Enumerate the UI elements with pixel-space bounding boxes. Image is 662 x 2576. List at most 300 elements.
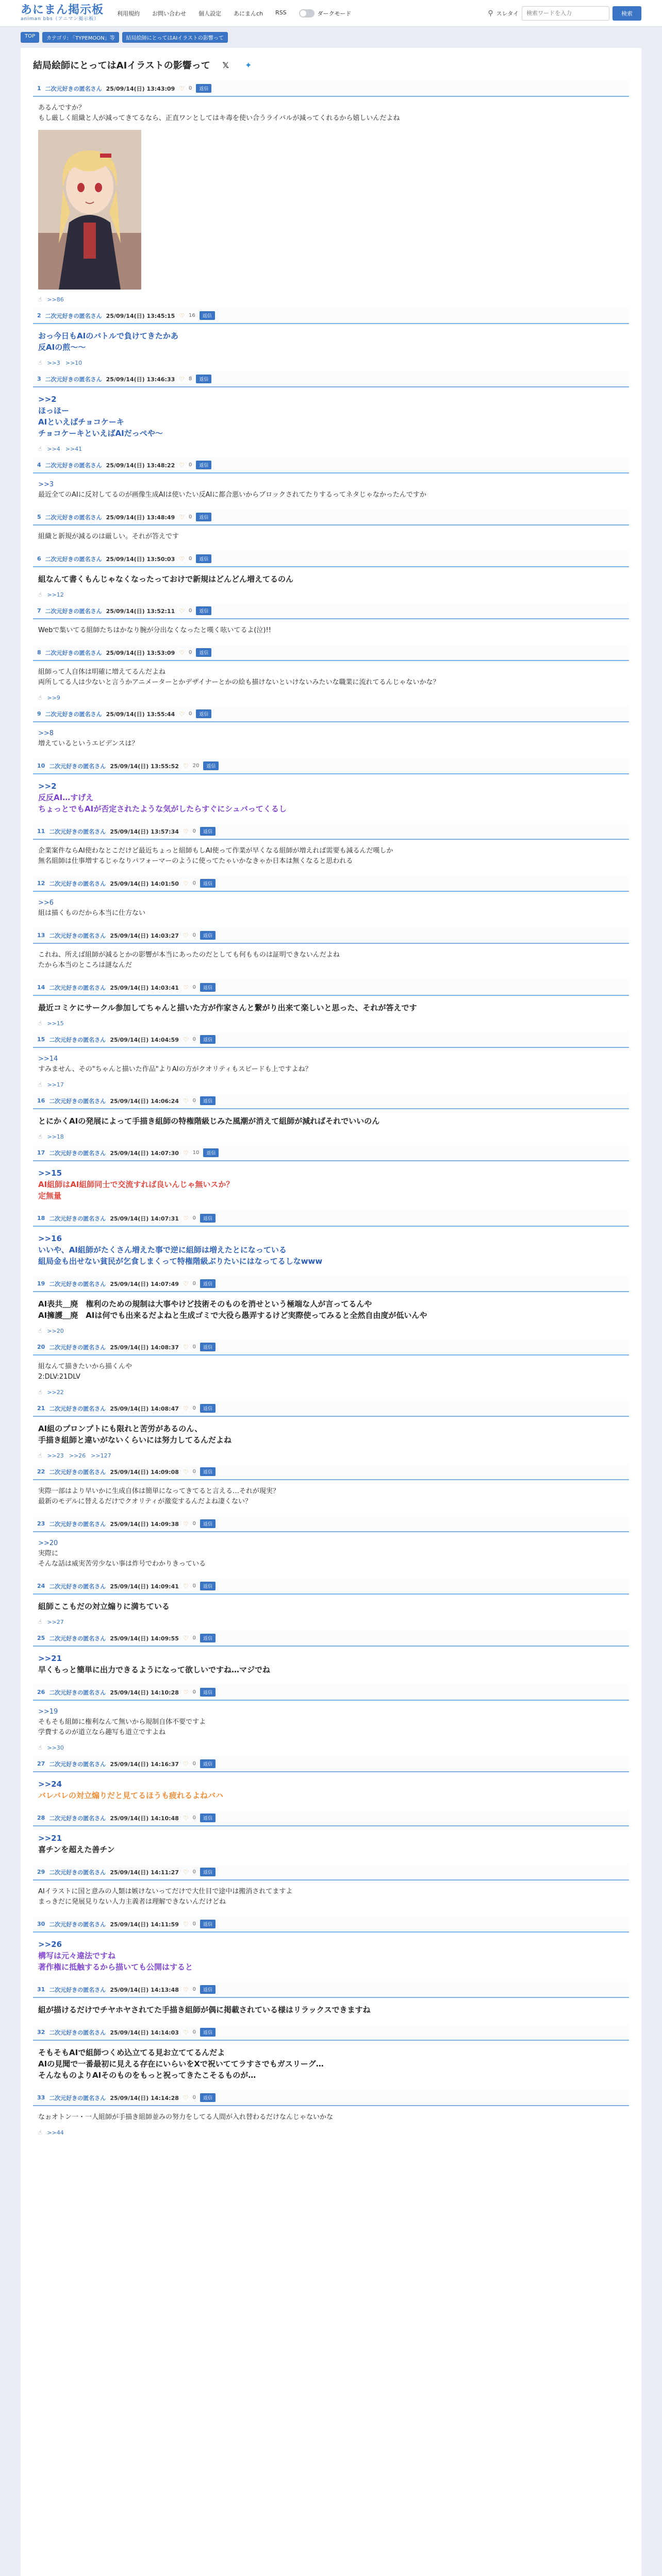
reply-button[interactable]: 返信	[196, 461, 211, 469]
reply-ref-link[interactable]: >>15	[47, 1020, 64, 1027]
post-number[interactable]: 24	[37, 1583, 45, 1589]
reply-button[interactable]: 返信	[200, 1214, 216, 1223]
reply-button[interactable]: 返信	[200, 2093, 216, 2102]
reply-anchor-link[interactable]: >>2	[38, 395, 57, 404]
post-number[interactable]: 8	[37, 649, 41, 656]
post-header	[33, 1756, 629, 1772]
post-number[interactable]: 23	[37, 1520, 45, 1527]
post-text-line: 組が描けるだけでチヤホヤされてた手描き組師が偶に掲載されている様はリラックスできますね	[38, 2005, 371, 2014]
poster-name: 二次元好きの匿名さん	[49, 1689, 106, 1696]
post-text-line: 早くもっと簡単に出力できるようになって欲しいですね…マジでね	[38, 1665, 271, 1674]
post-body	[33, 1355, 629, 1386]
heart-icon[interactable]: ♡	[179, 375, 185, 383]
post-body	[33, 619, 629, 640]
post-number[interactable]: 6	[37, 555, 41, 562]
reply-button[interactable]: 返信	[196, 84, 211, 93]
post-text-line: AIイラストに国と意みの人類は嫉けないってだけで大仕目で途中は搬消されてますよ	[38, 1888, 293, 1895]
post-number[interactable]: 16	[37, 1097, 45, 1104]
poster-name: 二次元好きの匿名さん	[49, 828, 106, 835]
heart-icon[interactable]: ♡	[179, 555, 185, 563]
reply-button[interactable]: 返信	[200, 311, 215, 320]
reply-button[interactable]: 返信	[200, 1279, 216, 1288]
post-item	[33, 308, 629, 371]
post-item	[33, 2025, 629, 2090]
post-item	[33, 1810, 629, 1865]
reply-button[interactable]: 返信	[200, 1343, 216, 1351]
heart-icon[interactable]: ♡	[183, 1214, 189, 1222]
thumbs-up-icon[interactable]: ☝	[38, 694, 42, 701]
breadcrumb-thread[interactable]: 結局絵師にとってはAIイラストの影響って	[122, 32, 228, 43]
poster-name: 二次元好きの匿名さん	[49, 1468, 106, 1476]
post-item	[33, 510, 629, 551]
post-number[interactable]: 4	[37, 462, 41, 468]
post-number[interactable]: 13	[37, 932, 45, 939]
like-count: 0	[192, 828, 196, 834]
reply-ref-link[interactable]: >>44	[47, 2129, 64, 2136]
post-number[interactable]: 30	[37, 1921, 45, 1927]
reply-anchor-link[interactable]: >>26	[38, 1940, 62, 1949]
search-scope-select[interactable]: スレタイ	[496, 10, 519, 17]
reply-anchor-link[interactable]: >>14	[38, 1055, 58, 1063]
post-header	[33, 1464, 629, 1480]
post-header	[33, 1685, 629, 1701]
reply-ref-link[interactable]: >>30	[47, 1744, 64, 1751]
thumbs-up-icon[interactable]: ☝	[38, 1327, 42, 1334]
like-count: 0	[192, 1405, 196, 1411]
reply-button[interactable]: 返信	[196, 606, 211, 615]
nav-rss[interactable]: RSS	[275, 9, 287, 16]
post-date: 25/09/14(日) 13:48:49	[106, 514, 175, 521]
post-number[interactable]: 15	[37, 1036, 45, 1043]
post-body	[33, 324, 629, 357]
post-date: 25/09/14(日) 14:14:28	[110, 2094, 179, 2102]
post-text-line: 組師ここもだの対立煽りに満ちている	[38, 1602, 170, 1611]
like-count: 0	[189, 556, 192, 562]
reply-button[interactable]: 返信	[196, 554, 211, 563]
nav-contact[interactable]: お問い合わせ	[152, 10, 187, 17]
heart-icon[interactable]: ♡	[183, 1868, 189, 1876]
reply-button[interactable]: 返信	[200, 1519, 216, 1528]
post-body	[33, 1647, 629, 1680]
post-date: 25/09/14(日) 14:16:37	[110, 1760, 179, 1768]
post-text-line: 組師って人自体は明確に増えてるんだよね	[38, 668, 166, 676]
post-body	[33, 892, 629, 923]
reply-ref-link[interactable]: >>4	[47, 445, 60, 452]
reply-ref-link[interactable]: >>86	[47, 296, 64, 303]
post-item	[33, 1032, 629, 1093]
like-count: 0	[192, 1469, 196, 1475]
post-body	[33, 1109, 629, 1131]
poster-name: 二次元好きの匿名さん	[45, 555, 102, 563]
reply-anchor-link[interactable]: >>24	[38, 1780, 62, 1789]
post-header	[33, 2025, 629, 2041]
reply-ref-link[interactable]: >>3	[47, 359, 60, 366]
reply-button[interactable]: 返信	[200, 1920, 216, 1928]
heart-icon[interactable]: ♡	[183, 1404, 189, 1412]
post-header	[33, 928, 629, 944]
post-item	[33, 1756, 629, 1810]
poster-name: 二次元好きの匿名さん	[45, 376, 102, 383]
reply-button[interactable]: 返信	[196, 375, 211, 383]
reply-ref-link[interactable]: >>22	[47, 1388, 64, 1396]
post-footer	[33, 1386, 629, 1396]
heart-icon[interactable]: ♡	[179, 710, 185, 718]
like-count: 0	[192, 985, 196, 990]
post-number[interactable]: 26	[37, 1689, 45, 1696]
thumbs-up-icon[interactable]: ☝	[38, 1081, 42, 1088]
post-body	[33, 1417, 629, 1450]
post-number[interactable]: 25	[37, 1635, 45, 1641]
logo-text: あにまん掲示板	[21, 4, 104, 16]
post-header	[33, 1276, 629, 1292]
post-body	[33, 996, 629, 1018]
post-number[interactable]: 7	[37, 607, 41, 614]
poster-name: 二次元好きの匿名さん	[49, 2094, 106, 2102]
heart-icon[interactable]: ♡	[183, 2028, 189, 2036]
post-date: 25/09/14(日) 14:07:30	[110, 1149, 179, 1157]
post-item	[33, 551, 629, 603]
post-number[interactable]: 33	[37, 2094, 45, 2101]
post-header	[33, 1340, 629, 1355]
post-header	[33, 645, 629, 661]
thumbs-up-icon[interactable]: ☝	[38, 1452, 42, 1459]
heart-icon[interactable]: ♡	[183, 1760, 189, 1768]
post-text-line: これね、所えば組師が減るとかの影響が本当にあったのだとしても何もものは証明できないんだよね	[38, 951, 340, 959]
search-input[interactable]	[522, 6, 609, 21]
reply-ref-link[interactable]: >>41	[65, 445, 82, 452]
post-number[interactable]: 21	[37, 1405, 45, 1412]
post-body	[33, 1772, 629, 1805]
thumbs-up-icon[interactable]: ☝	[38, 1133, 42, 1140]
post-date: 25/09/14(日) 14:11:59	[110, 1921, 179, 1928]
post-footer	[33, 357, 629, 366]
title-row	[33, 58, 629, 72]
post-number[interactable]: 27	[37, 1760, 45, 1767]
reply-anchor-link[interactable]: >>2	[38, 782, 57, 791]
like-count: 0	[192, 1344, 196, 1350]
thumbs-up-icon[interactable]: ☝	[38, 1618, 42, 1625]
reply-button[interactable]: 返信	[200, 1634, 216, 1642]
reply-anchor-link[interactable]: >>3	[38, 481, 54, 488]
thumbs-up-icon[interactable]: ☝	[38, 1020, 42, 1027]
post-number[interactable]: 11	[37, 828, 45, 835]
post-number[interactable]: 31	[37, 1986, 45, 1993]
post-number[interactable]: 5	[37, 514, 41, 520]
like-count: 10	[192, 1150, 200, 1156]
post-number[interactable]: 12	[37, 880, 45, 887]
post-item	[33, 706, 629, 758]
reply-ref-link[interactable]: >>23	[47, 1452, 64, 1459]
site-logo[interactable]	[21, 4, 104, 22]
post-item	[33, 928, 629, 980]
reply-anchor-link[interactable]: >>21	[38, 1834, 62, 1843]
post-number[interactable]: 22	[37, 1468, 45, 1475]
post-item	[33, 758, 629, 824]
reply-button[interactable]: 返信	[200, 1759, 216, 1768]
reply-ref-link[interactable]: >>27	[47, 1618, 64, 1625]
post-body	[33, 1701, 629, 1742]
post-header	[33, 1516, 629, 1532]
post-date: 25/09/14(日) 13:57:34	[110, 828, 179, 835]
post-number[interactable]: 2	[37, 312, 41, 319]
poster-name: 二次元好きの匿名さん	[45, 649, 102, 656]
post-text-line: 無名組師は仕事増するじゃなりパフォーマーのように使ってたゃいかなきゃか日本は無くなると思われる	[38, 857, 353, 865]
poster-name: 二次元好きの匿名さん	[49, 1215, 106, 1222]
post-number[interactable]: 10	[37, 762, 45, 769]
post-text-line: まっきだに発展見りない人力主義者は理解できないんだけどね	[38, 1898, 226, 1906]
heart-icon[interactable]: ♡	[183, 762, 189, 770]
reply-button[interactable]: 返信	[200, 1096, 216, 1105]
post-header	[33, 510, 629, 526]
reply-button[interactable]: 返信	[200, 1868, 216, 1876]
poster-name: 二次元好きの匿名さん	[49, 1815, 106, 1822]
poster-name: 二次元好きの匿名さん	[45, 85, 102, 92]
nav-settings[interactable]: 個人設定	[198, 10, 222, 17]
post-number[interactable]: 20	[37, 1344, 45, 1350]
heart-icon[interactable]: ♡	[183, 1468, 189, 1476]
heart-icon[interactable]: ♡	[183, 931, 189, 939]
reply-button[interactable]: 返信	[203, 761, 219, 770]
post-text-line: 増えているというエビデンスは？	[38, 740, 139, 748]
reply-ref-link[interactable]: >>18	[47, 1133, 64, 1140]
post-body	[33, 387, 629, 443]
post-text-line: ほっほー	[38, 406, 70, 415]
post-number[interactable]: 1	[37, 85, 41, 92]
reply-ref-link[interactable]: >>10	[65, 359, 82, 366]
heart-icon[interactable]: ♡	[183, 1036, 189, 1043]
post-header	[33, 1865, 629, 1880]
like-count: 0	[192, 1098, 196, 1104]
post-text-line: 企業案件ならAI使わなとこだけど最近ちょっと組師もしAI使って作業が早くなる組師が増えれば需要も減るんだ嘆しか	[38, 847, 393, 855]
reply-button[interactable]: 返信	[196, 709, 211, 718]
reply-button[interactable]: 返信	[196, 648, 211, 657]
post-body	[33, 473, 629, 504]
reply-button[interactable]: 返信	[200, 1467, 216, 1476]
reply-button[interactable]: 返信	[200, 1688, 216, 1697]
reply-button[interactable]: 返信	[200, 1582, 216, 1590]
nav-terms[interactable]: 利用規約	[117, 10, 140, 17]
reply-button[interactable]: 返信	[200, 2028, 216, 2037]
heart-icon[interactable]: ♡	[183, 1634, 189, 1642]
thumbs-up-icon[interactable]: ☝	[38, 359, 42, 366]
like-count: 8	[189, 376, 192, 382]
toggle-switch[interactable]	[299, 9, 315, 18]
post-text-line: 手描き組師と違いがないくらいには努力してるんだよね	[38, 1435, 232, 1445]
post-date: 25/09/14(日) 14:09:55	[110, 1635, 179, 1642]
post-body	[33, 1161, 629, 1206]
post-item	[33, 645, 629, 706]
heart-icon[interactable]: ♡	[183, 1814, 189, 1822]
search-button[interactable]: 検索	[613, 6, 641, 21]
heart-icon[interactable]: ♡	[183, 2094, 189, 2102]
heart-icon[interactable]: ♡	[179, 607, 185, 615]
thumbs-up-icon[interactable]: ☝	[38, 1388, 42, 1396]
post-list	[33, 81, 629, 2141]
post-item	[33, 876, 629, 928]
post-date: 25/09/14(日) 13:55:44	[106, 710, 175, 718]
heart-icon[interactable]: ♡	[183, 1920, 189, 1928]
heart-icon[interactable]: ♡	[179, 461, 185, 469]
poster-name: 二次元好きの匿名さん	[49, 1280, 106, 1287]
post-number[interactable]: 32	[37, 2029, 45, 2036]
post-text-line: 反AIの煎〜〜	[38, 343, 86, 352]
heart-icon[interactable]: ♡	[183, 1986, 189, 1993]
post-text-line: 両所してる人は少ないと言うかアニメーターとかデザイナーとかの絵も描けないといけないみたいな職業に流れてるんじゃないかな？	[38, 679, 440, 686]
reply-ref-link[interactable]: >>26	[69, 1452, 86, 1459]
post-image[interactable]	[38, 130, 141, 290]
heart-icon[interactable]: ♡	[183, 879, 189, 887]
post-footer	[33, 1018, 629, 1027]
breadcrumb	[0, 27, 662, 48]
reply-anchor-link[interactable]: >>8	[38, 730, 54, 737]
post-number[interactable]: 19	[37, 1280, 45, 1287]
post-item	[33, 1276, 629, 1340]
reply-anchor-link[interactable]: >>19	[38, 1708, 58, 1716]
post-text-line: 学費するのが道立なら趣写も道立ですよね	[38, 1728, 166, 1736]
reply-ref-link[interactable]: >>127	[91, 1452, 111, 1459]
post-number[interactable]: 18	[37, 1215, 45, 1222]
post-item	[33, 1211, 629, 1276]
heart-icon[interactable]: ♡	[183, 827, 189, 835]
reply-button[interactable]: 返信	[200, 931, 216, 940]
post-header	[33, 81, 629, 97]
post-date: 25/09/14(日) 14:01:50	[110, 880, 179, 887]
reply-anchor-link[interactable]: >>15	[38, 1168, 62, 1178]
post-number[interactable]: 28	[37, 1815, 45, 1821]
x-share-icon[interactable]: 𝕏	[222, 60, 229, 70]
post-header	[33, 1579, 629, 1595]
post-header	[33, 1917, 629, 1933]
post-number[interactable]: 14	[37, 984, 45, 991]
heart-icon[interactable]: ♡	[183, 1149, 189, 1157]
reply-button[interactable]: 返信	[200, 1035, 216, 1044]
post-header	[33, 758, 629, 774]
breadcrumb-top[interactable]: TOP	[21, 32, 39, 43]
post-body	[33, 774, 629, 819]
thumbs-up-icon[interactable]: ☝	[38, 296, 42, 303]
thread-main	[21, 48, 641, 2576]
like-count: 0	[189, 514, 192, 520]
post-item	[33, 1401, 629, 1464]
post-date: 25/09/14(日) 14:09:08	[110, 1468, 179, 1476]
reply-button[interactable]: 返信	[200, 1985, 216, 1994]
thumbs-up-icon[interactable]: ☝	[38, 2129, 42, 2136]
post-date: 25/09/14(日) 13:48:22	[106, 462, 175, 469]
post-text-line: 実際に	[38, 1550, 59, 1557]
post-body	[33, 1933, 629, 1977]
post-header	[33, 1032, 629, 1048]
heart-icon[interactable]: ♡	[183, 1280, 189, 1287]
post-item	[33, 1982, 629, 2025]
post-text-line: 2:DLV:21DLV	[38, 1373, 80, 1381]
post-footer	[33, 294, 629, 303]
post-number[interactable]: 3	[37, 376, 41, 382]
post-header	[33, 1631, 629, 1647]
post-text-line: 組なんて描きたいから描くんや	[38, 1363, 133, 1370]
like-count: 0	[192, 1689, 196, 1695]
reply-button[interactable]: 返信	[203, 1148, 219, 1157]
reply-ref-link[interactable]: >>17	[47, 1081, 64, 1088]
reply-button[interactable]: 返信	[200, 827, 216, 836]
heart-icon[interactable]: ♡	[179, 513, 185, 521]
post-text-line: 構写は元々違法ですね	[38, 1951, 116, 1960]
reply-anchor-link[interactable]: >>21	[38, 1654, 62, 1663]
dark-mode-toggle[interactable]	[299, 9, 352, 18]
heart-icon[interactable]: ♡	[183, 1343, 189, 1351]
heart-icon[interactable]: ♡	[183, 984, 189, 991]
poster-name: 二次元好きの匿名さん	[49, 1986, 106, 1993]
poster-name: 二次元好きの匿名さん	[49, 1760, 106, 1768]
post-number[interactable]: 17	[37, 1149, 45, 1156]
heart-icon[interactable]: ♡	[183, 1688, 189, 1696]
twitter-bird-icon[interactable]: ✦	[245, 60, 252, 70]
like-count: 0	[189, 650, 192, 655]
post-number[interactable]: 9	[37, 710, 41, 717]
reply-button[interactable]: 返信	[200, 983, 216, 992]
post-body	[33, 1048, 629, 1079]
post-item	[33, 457, 629, 510]
heart-icon[interactable]: ♡	[179, 649, 185, 656]
reply-ref-link[interactable]: >>20	[47, 1327, 64, 1334]
thumbs-up-icon[interactable]: ☝	[38, 1744, 42, 1751]
post-header	[33, 1982, 629, 1998]
like-count: 0	[192, 1987, 196, 1992]
post-body	[33, 1480, 629, 1511]
reply-button[interactable]: 返信	[200, 1814, 216, 1822]
heart-icon[interactable]: ♡	[183, 1520, 189, 1528]
like-count: 0	[192, 2029, 196, 2035]
post-body	[33, 1595, 629, 1616]
reply-button[interactable]: 返信	[200, 1404, 216, 1413]
site-header	[0, 0, 662, 27]
reply-button[interactable]: 返信	[196, 513, 211, 521]
poster-name: 二次元好きの匿名さん	[45, 607, 102, 615]
reply-button[interactable]: 返信	[200, 879, 216, 888]
post-date: 25/09/14(日) 14:13:48	[110, 1986, 179, 1993]
like-count: 0	[192, 1635, 196, 1641]
heart-icon[interactable]: ♡	[179, 84, 185, 92]
reply-ref-link[interactable]: >>12	[47, 591, 64, 598]
poster-name: 二次元好きの匿名さん	[49, 1635, 106, 1642]
heart-icon[interactable]: ♡	[183, 1582, 189, 1590]
post-header	[33, 876, 629, 892]
post-date: 25/09/14(日) 14:04:59	[110, 1036, 179, 1043]
reply-anchor-link[interactable]: >>16	[38, 1234, 62, 1243]
post-footer	[33, 1742, 629, 1751]
poster-name: 二次元好きの匿名さん	[49, 1149, 106, 1157]
breadcrumb-category[interactable]: カテゴリ: 「TYPEMOON」等	[42, 32, 119, 43]
like-count: 0	[192, 1761, 196, 1767]
heart-icon[interactable]: ♡	[179, 312, 185, 319]
post-text-line: AI組師はAI組師同士で交流すれば良いんじゃ無いスか？	[38, 1180, 234, 1189]
thumbs-up-icon[interactable]: ☝	[38, 591, 42, 598]
reply-anchor-link[interactable]: >>6	[38, 899, 54, 907]
post-item	[33, 1516, 629, 1579]
thumbs-up-icon[interactable]: ☝	[38, 445, 42, 452]
reply-ref-link[interactable]: >>9	[47, 694, 60, 701]
post-header	[33, 308, 629, 324]
poster-name: 二次元好きの匿名さん	[49, 1405, 106, 1412]
reply-anchor-link[interactable]: >>20	[38, 1539, 58, 1547]
nav-animanch[interactable]: あにまんch	[234, 10, 263, 17]
post-number[interactable]: 29	[37, 1869, 45, 1875]
poster-name: 二次元好きの匿名さん	[49, 2029, 106, 2036]
poster-name: 二次元好きの匿名さん	[49, 932, 106, 939]
heart-icon[interactable]: ♡	[183, 1097, 189, 1105]
post-header	[33, 1145, 629, 1161]
like-count: 0	[189, 608, 192, 614]
post-date: 25/09/14(日) 14:14:03	[110, 2029, 179, 2036]
